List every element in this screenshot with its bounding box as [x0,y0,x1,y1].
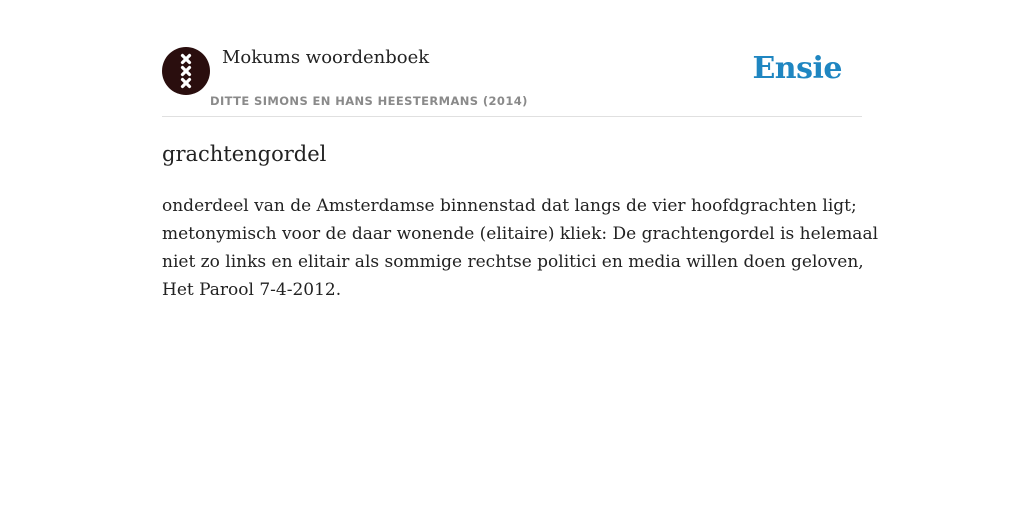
ensie-brand-link[interactable]: Ensie [752,51,842,86]
page-container [162,0,879,300]
dictionary-header [162,0,862,117]
definition-line: onderdeel van de Amsterdamse binnenstad dat langs de vier hoofdgrachten ligt; [162,196,857,216]
definition-line: niet zo links en elitair als sommige rechtse politici en media willen doen geloven, [162,252,864,272]
entry-headword: grachtengordel [162,142,327,166]
entry-definition [162,192,879,304]
dictionary-authors: DITTE SIMONS EN HANS HEESTERMANS (2014) [210,94,528,108]
amsterdam-logo-icon[interactable] [162,47,210,95]
definition-line: metonymisch voor de daar wonende (elitaire) kliek: De grachtengordel is helemaal [162,224,879,244]
xxx-cross-icon [162,47,210,95]
dictionary-title-link[interactable]: Mokums woordenboek [222,47,430,68]
definition-line: Het Parool 7-4-2012. [162,280,342,300]
